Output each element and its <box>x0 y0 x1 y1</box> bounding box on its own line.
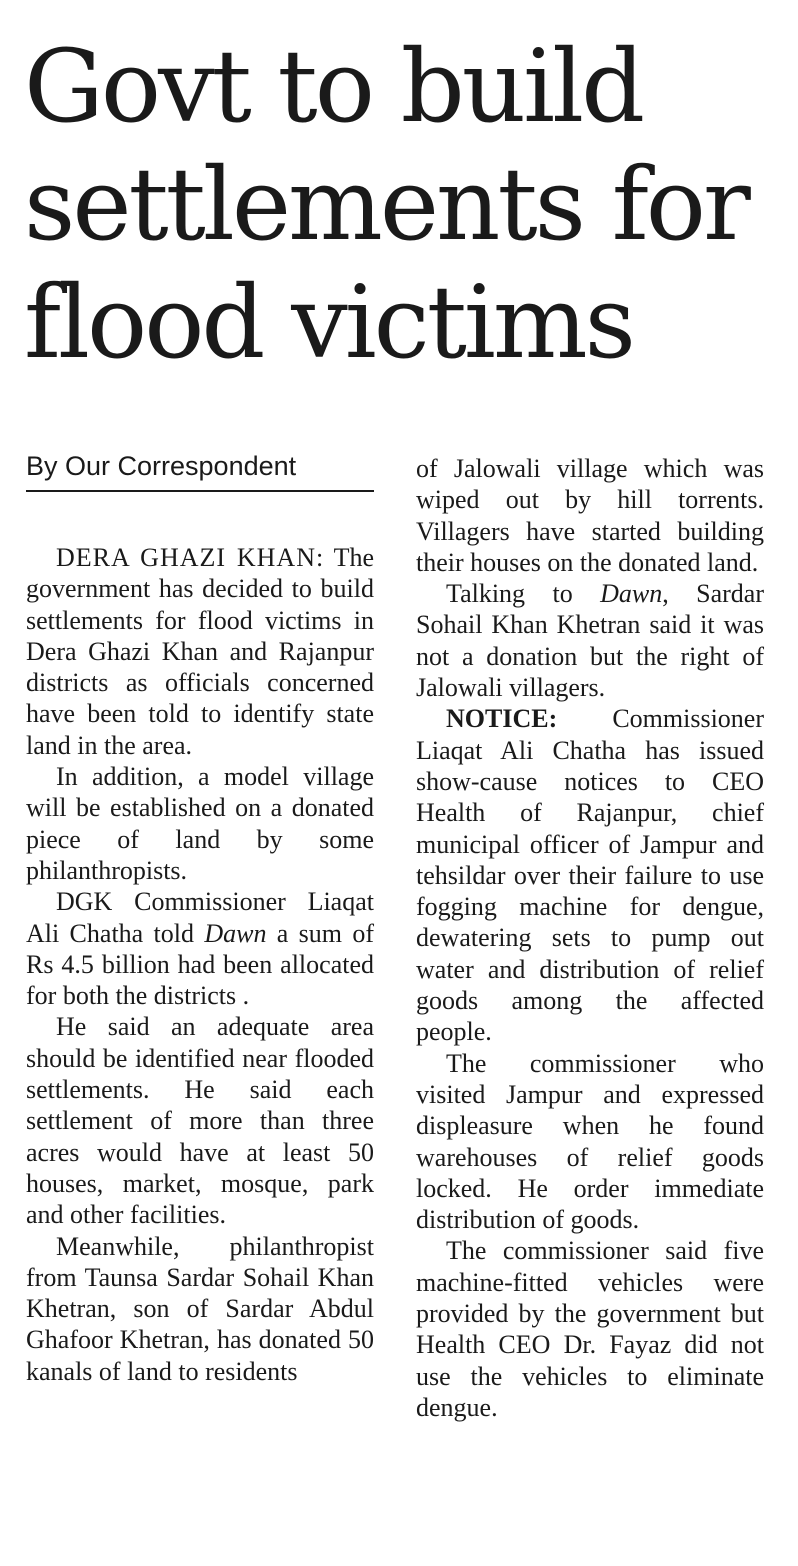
subhead-notice: NOTICE: <box>446 704 558 734</box>
paragraph-intro <box>26 542 374 761</box>
paragraph: He said an adequate area should be identified near flooded settlements. He said each settlement of more than three acres would have at least 50 houses, market, mosque, park and other facilities. <box>26 1012 374 1230</box>
paragraph-continued: of Jalowali village which was wiped out by hill torrents. Villagers have started building their houses on the donated land. <box>416 454 764 577</box>
paragraph-text: The government has decided to build settlements for flood victims in Dera Ghazi Khan and Rajanpur districts as officials concerned have been told to identify state land in the area. <box>26 543 375 760</box>
headline-line: Govt to build <box>24 28 643 145</box>
paragraph: The commissioner said five machine-fitted vehicles were provided by the government but Health CEO Dr. Fayaz did not use the vehicles to eliminate dengue. <box>416 1236 764 1422</box>
publication-name: Dawn <box>600 579 663 609</box>
paragraph: The commissioner who visited Jampur and expressed displeasure when he found warehouses of relief goods locked. He order immediate distribution of goods. <box>416 1048 764 1235</box>
dateline: DERA GHAZI KHAN: <box>56 543 325 572</box>
article-column-left <box>26 542 374 1387</box>
article-column-right <box>416 453 764 1423</box>
headline-line: flood victims <box>24 264 633 381</box>
paragraph-notice <box>416 703 764 1047</box>
paragraph <box>26 886 374 1011</box>
paragraph-text: Commissioner Liaqat Ali Chatha has issued show-cause notices to CEO Health of Rajanpur, chief municipal officer of Jampur and tehsildar over their failure to use fogging machine for dengue, dewatering sets to pump out water and distribution of relief goods among the affected people. <box>416 704 764 1047</box>
paragraph: Meanwhile, philanthropist from Taunsa Sardar Sohail Khan Khetran, son of Sardar Abdul Ghafoor Khetran, has donated 50 kanals of land to residents <box>26 1231 374 1386</box>
paragraph-text: Talking to <box>446 579 601 609</box>
paragraph-text: a sum of Rs 4.5 billion had been allocated for both the districts . <box>26 918 374 1011</box>
byline-divider <box>26 490 374 492</box>
publication-name: Dawn <box>204 918 267 948</box>
byline: By Our Correspondent <box>26 451 297 481</box>
paragraph-text: DGK Commissioner Liaqat Ali Chatha told <box>26 887 374 948</box>
headline-line: settlements for <box>24 146 748 263</box>
headline <box>24 28 784 382</box>
paragraph <box>416 578 764 703</box>
paragraph: In addition, a model village will be established on a donated piece of land by some philanthropists. <box>26 762 374 885</box>
paragraph-text: , Sardar Sohail Khan Khetran said it was not a donation but the right of Jalowali villagers. <box>416 579 765 703</box>
